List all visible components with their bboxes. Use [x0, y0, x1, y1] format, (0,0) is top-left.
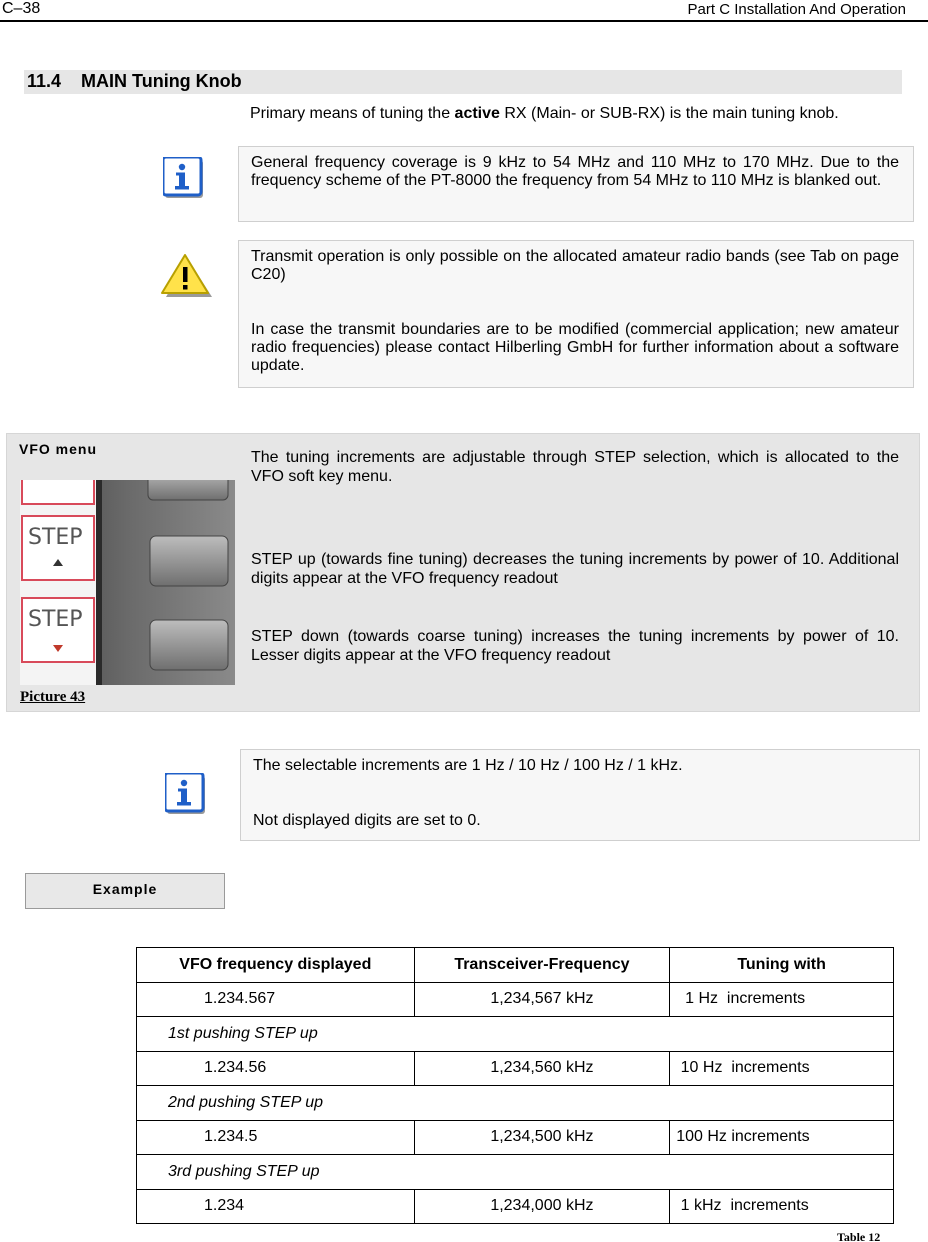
table-caption: Table 12 — [837, 1230, 881, 1242]
table-header: Tuning with — [670, 948, 894, 983]
part-title: Part C Installation And Operation — [687, 1, 906, 18]
info-note-increments — [240, 749, 920, 841]
table-header-row — [137, 948, 894, 983]
increments-text: The selectable increments are 1 Hz / 10 Hz / 100 Hz / 1 kHz. — [253, 757, 683, 774]
table-cell: 1,234,560 kHz — [414, 1051, 670, 1086]
table-cell: 1.234.5 — [137, 1120, 415, 1155]
warning-text-1: Transmit operation is only possible on the allocated amateur radio bands (see Tab on page C20) — [251, 248, 899, 283]
table-row — [137, 1120, 894, 1155]
table-cell: 1.234 — [137, 1189, 415, 1224]
vfo-text-1: The tuning increments are adjustable through STEP selection, which is allocated to the VFO soft key menu. — [251, 449, 899, 485]
table-cell: 100 Hz increments — [670, 1120, 894, 1155]
section-title: 11.4 MAIN Tuning Knob — [24, 70, 902, 94]
table-header: VFO frequency displayed — [137, 948, 415, 983]
table-row — [137, 1189, 894, 1224]
info-icon — [165, 773, 209, 817]
info-note-frequency-coverage — [238, 146, 914, 222]
picture-caption: Picture 43 — [20, 689, 86, 705]
table-cell: 1.234.567 — [137, 982, 415, 1017]
warning-icon — [160, 253, 212, 297]
table-cell: 1 kHz increments — [670, 1189, 894, 1224]
warning-note-transmit — [238, 240, 914, 388]
table-cell: 1st pushing STEP up — [137, 1017, 894, 1052]
vfo-softkey-picture — [20, 480, 235, 685]
table-cell: 3rd pushing STEP up — [137, 1155, 894, 1190]
table-step-row — [137, 1086, 894, 1121]
step-down-key-label: STEP — [28, 607, 83, 632]
vfo-text-2: STEP up (towards fine tuning) decreases the tuning increments by power of 10. Additional digits appear at the VFO frequency readout — [251, 551, 899, 587]
page-header — [0, 0, 928, 22]
vfo-menu-label: VFO menu — [19, 441, 98, 457]
table-cell: 1.234.56 — [137, 1051, 415, 1086]
table-row — [137, 1051, 894, 1086]
info-icon — [163, 157, 207, 201]
table-cell: 1,234,500 kHz — [414, 1120, 670, 1155]
table-cell: 1 Hz increments — [670, 982, 894, 1017]
table-header: Transceiver-Frequency — [414, 948, 670, 983]
table-step-row — [137, 1017, 894, 1052]
table-cell: 2nd pushing STEP up — [137, 1086, 894, 1121]
tuning-table — [136, 947, 894, 1224]
table-cell: 10 Hz increments — [670, 1051, 894, 1086]
table-cell: 1,234,567 kHz — [414, 982, 670, 1017]
intro-paragraph: Primary means of tuning the active RX (Main- or SUB-RX) is the main tuning knob. — [250, 105, 839, 122]
page-number: C–38 — [2, 0, 41, 17]
table-row — [137, 982, 894, 1017]
table-step-row — [137, 1155, 894, 1190]
info-note-text: General frequency coverage is 9 kHz to 54 MHz and 110 MHz to 170 MHz. Due to the frequency scheme of the PT-8000 the frequency from 54 MHz to 110 MHz is blanked out. — [251, 154, 899, 189]
vfo-text-3: STEP down (towards coarse tuning) increases the tuning increments by power of 10. Lesser digits appear at the VFO frequency readout — [251, 628, 899, 664]
softkey-photo — [20, 480, 235, 685]
warning-text-2: In case the transmit boundaries are to be modified (commercial application; new amateur radio frequencies) please contact Hilberling GmbH for further information about a software update. — [251, 321, 899, 374]
digits-text: Not displayed digits are set to 0. — [253, 812, 481, 829]
intro-bold-word: active — [454, 105, 500, 122]
example-label: Example — [25, 873, 225, 909]
table-cell: 1,234,000 kHz — [414, 1189, 670, 1224]
step-up-key-label: STEP — [28, 525, 83, 550]
